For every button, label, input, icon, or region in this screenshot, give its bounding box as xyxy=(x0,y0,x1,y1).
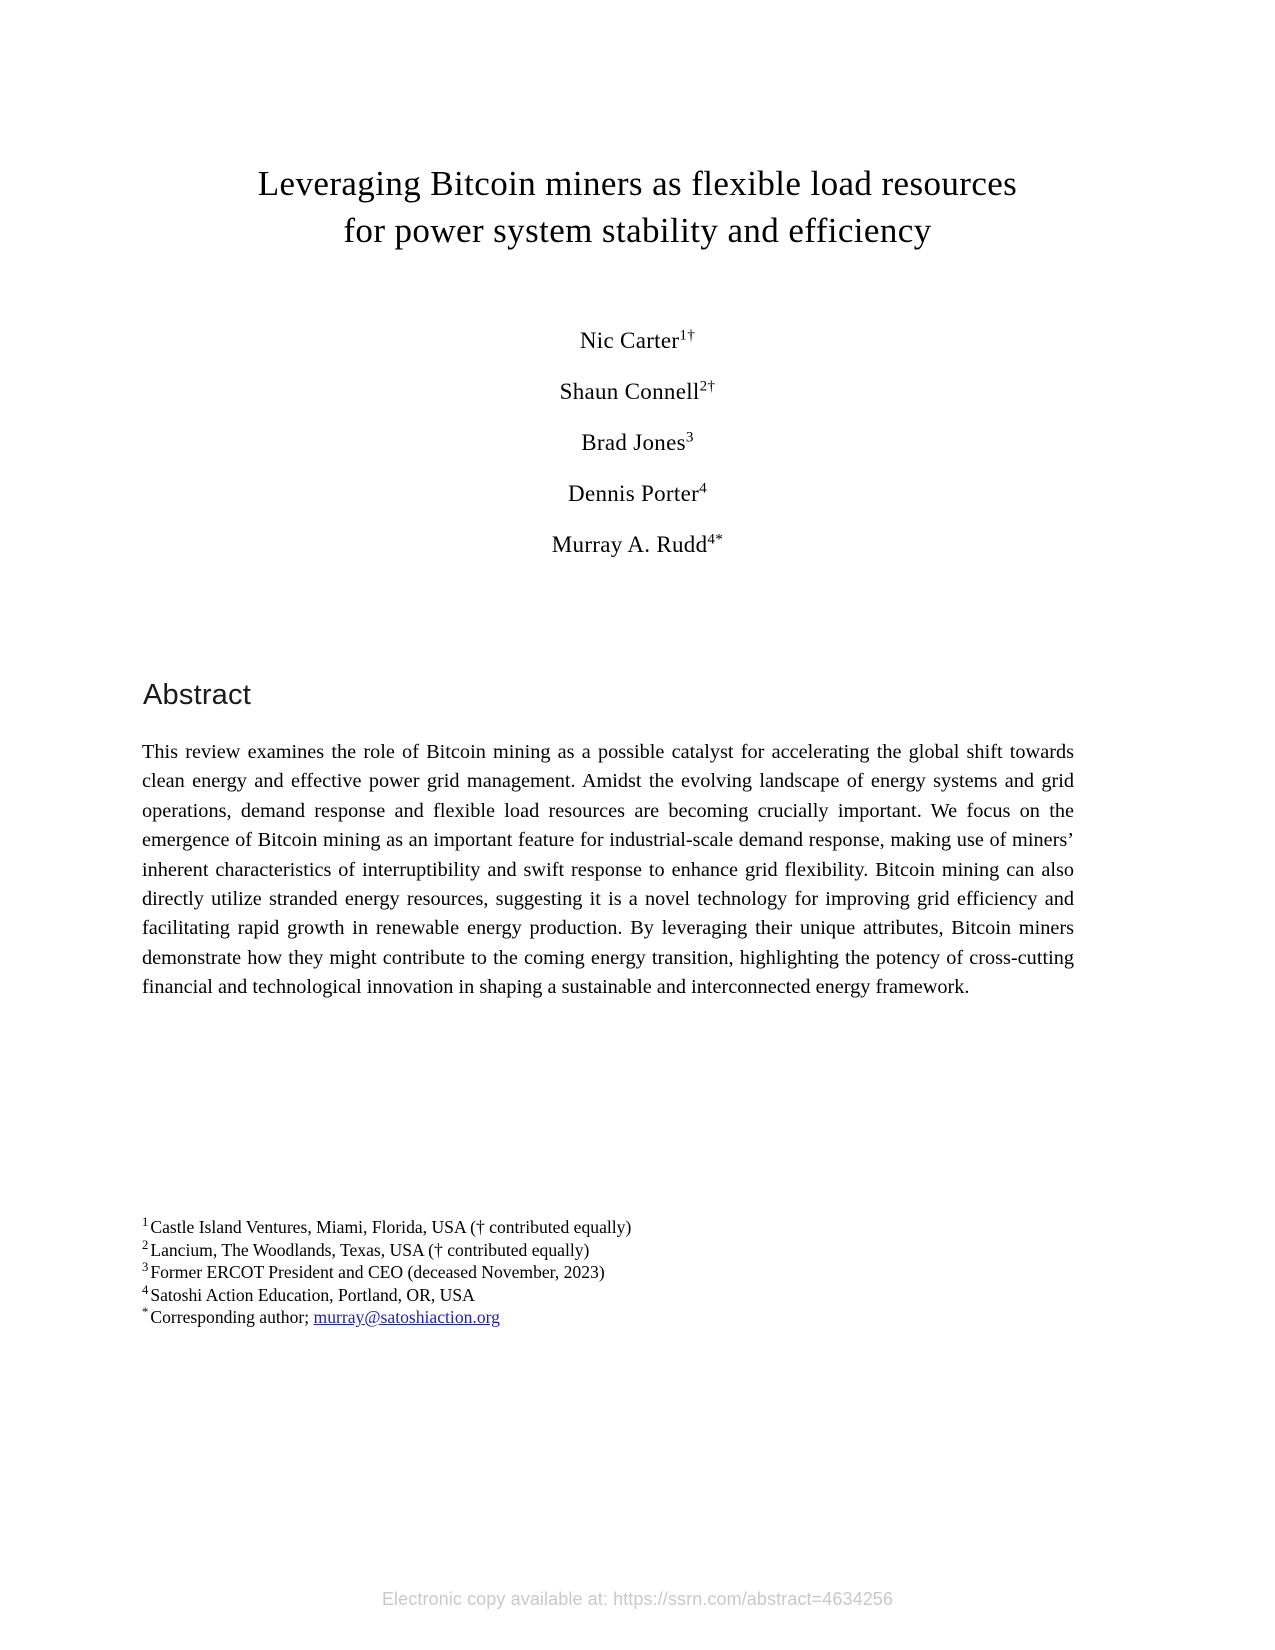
corresponding-marker: * xyxy=(142,1305,149,1320)
author-affiliation-marker: 3 xyxy=(685,428,694,446)
author-affiliation-marker: 1† xyxy=(679,326,696,344)
author-name: Brad Jones xyxy=(581,430,686,455)
footnote-marker: 1 xyxy=(142,1215,149,1230)
author-affiliation-marker: 4 xyxy=(699,479,707,497)
author-affiliation-marker: 4* xyxy=(707,530,724,548)
author-name: Shaun Connell xyxy=(559,379,700,404)
author-affiliation-marker: 2† xyxy=(699,377,716,395)
footnote-item xyxy=(142,1216,942,1239)
page-title xyxy=(150,160,1125,254)
corresponding-email-link[interactable]: murray@satoshiaction.org xyxy=(313,1307,500,1327)
footnotes-block xyxy=(142,1216,942,1329)
footnote-text: Satoshi Action Education, Portland, OR, USA xyxy=(150,1284,475,1305)
footnote-item xyxy=(142,1239,942,1262)
author-entry xyxy=(150,315,1125,366)
footnote-marker: 4 xyxy=(142,1282,149,1297)
author-entry xyxy=(150,417,1125,468)
footnote-item xyxy=(142,1261,942,1284)
title-line-1: Leveraging Bitcoin miners as flexible load resources xyxy=(257,164,1018,203)
ssrn-watermark: Electronic copy available at: https://ssrn.com/abstract=4634256 xyxy=(381,1589,894,1609)
footnote-text: Lancium, The Woodlands, Texas, USA († contributed equally) xyxy=(150,1239,590,1260)
title-line-2: for power system stability and efficiency xyxy=(343,211,932,250)
footnote-marker: 3 xyxy=(142,1260,149,1275)
corresponding-author-line xyxy=(142,1306,942,1329)
footnote-item xyxy=(142,1284,942,1307)
footnote-marker: 2 xyxy=(142,1237,149,1252)
author-name: Dennis Porter xyxy=(568,481,700,506)
footnote-text: Castle Island Ventures, Miami, Florida, USA († contributed equally) xyxy=(150,1217,632,1237)
author-entry xyxy=(150,519,1125,570)
abstract-heading: Abstract xyxy=(143,679,251,711)
author-name: Nic Carter xyxy=(579,328,680,353)
author-entry xyxy=(150,468,1125,519)
footnote-text: Former ERCOT President and CEO (deceased November, 2023) xyxy=(150,1262,605,1282)
corresponding-label: Corresponding author; xyxy=(150,1307,314,1327)
author-name: Murray A. Rudd xyxy=(551,532,708,557)
abstract-body: This review examines the role of Bitcoin mining as a possible catalyst for accelerating the global shift towards clean energy and effective power grid management. Amidst the evolving landscape of energy systems and grid operations, demand response and flexible load resources are becoming crucially important. We focus on the emergence of Bitcoin mining as an important feature for industrial-scale demand response, making use of miners’ inherent characteristics of interruptibility and swift response to enhance grid flexibility. Bitcoin mining can also directly utilize stranded energy resources, suggesting it is a novel technology for improving grid efficiency and facilitating rapid growth in renewable energy production. By leveraging their unique attributes, Bitcoin miners demonstrate how they might contribute to the coming energy transition, highlighting the potency of cross-cutting financial and technological innovation in shaping a sustainable and interconnected energy framework. xyxy=(142,741,1074,999)
author-entry xyxy=(150,366,1125,417)
author-list xyxy=(150,315,1125,570)
